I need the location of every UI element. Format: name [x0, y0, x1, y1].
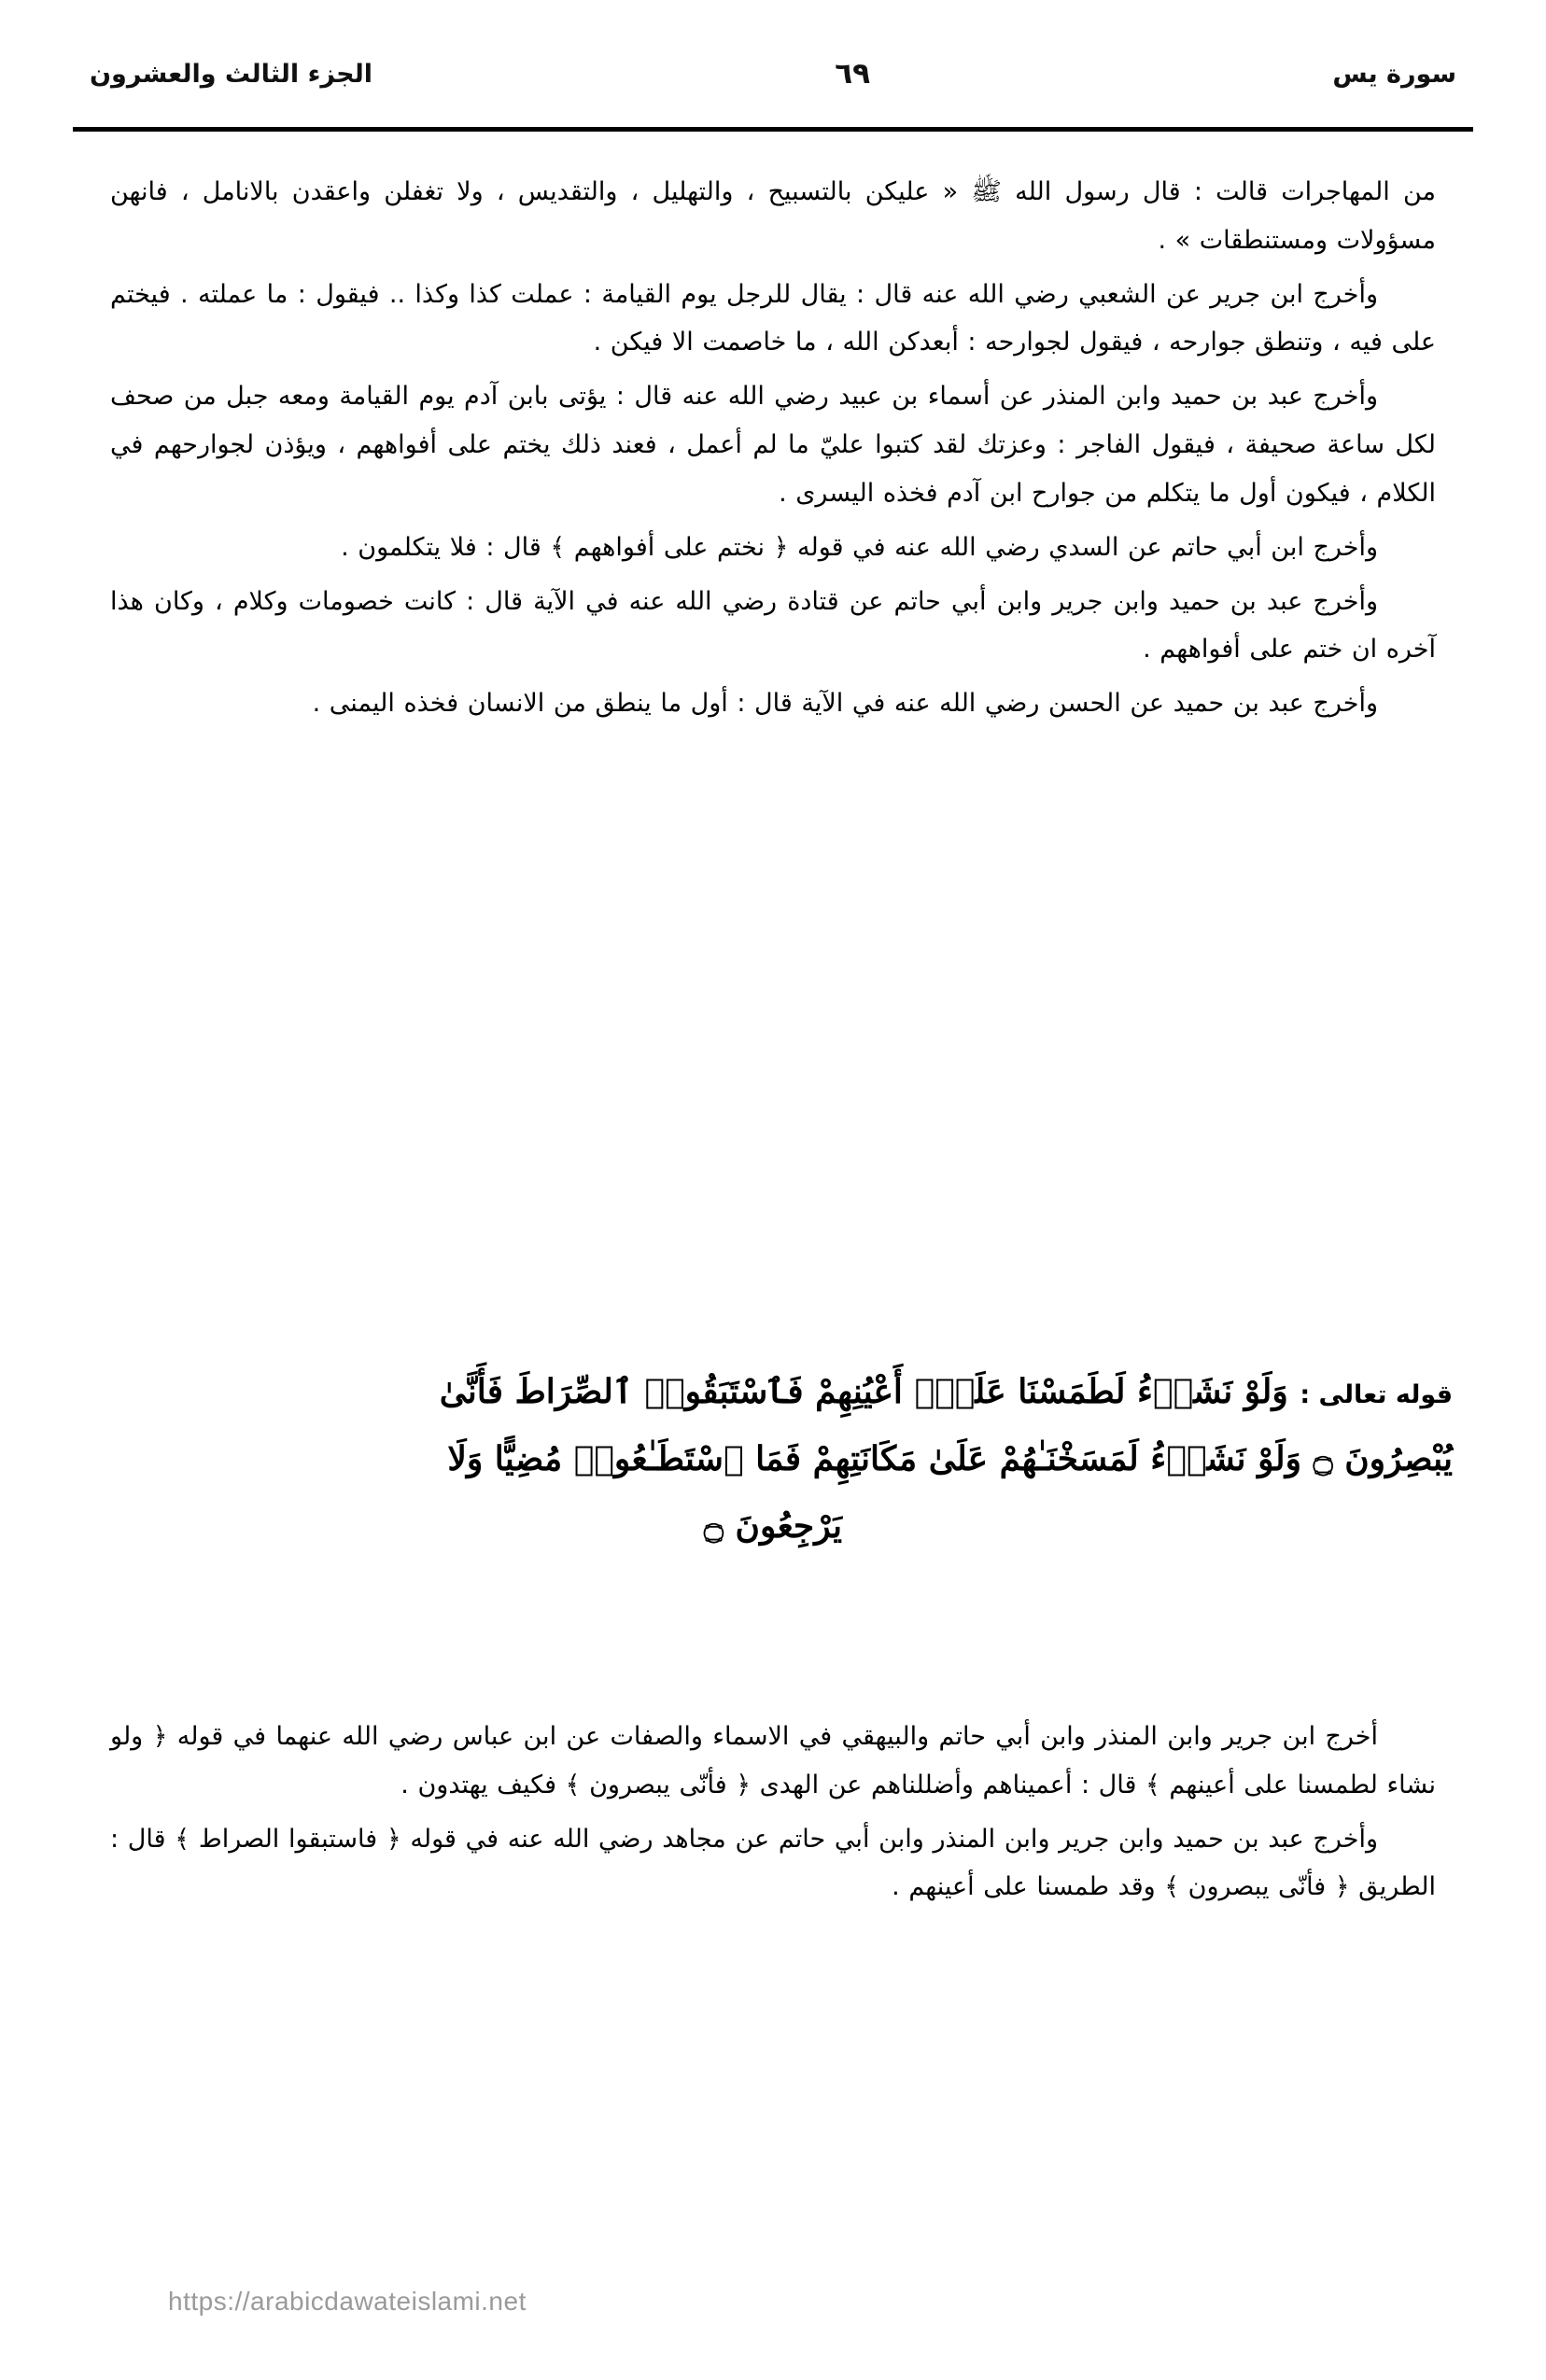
verse-line-1	[93, 1358, 1453, 1425]
page-header	[90, 41, 1456, 106]
paragraph: وأخرج عبد بن حميد وابن جرير وابن المنذر وابن أبي حاتم عن مجاهد رضي الله عنه في قوله ﴿ فاستبقوا الصراط ﴾ قال : الطريق ﴿ فأنّى يبصرون ﴾ وقد طمسنا على أعينهم .	[110, 1824, 1436, 1902]
page-number: ٦٩	[835, 57, 871, 91]
paragraph: وأخرج عبد بن حميد وابن جرير وابن أبي حاتم عن قتادة رضي الله عنه في الآية قال : كانت خصومات وكلام ، وكان هذا آخره ان ختم على أفواههم .	[110, 586, 1436, 665]
verse-intro-label: قوله تعالى :	[1300, 1380, 1453, 1409]
quran-verse-block	[93, 1358, 1453, 1560]
verse-line-3: يَرْجِعُونَ ۝	[703, 1506, 843, 1546]
header-divider	[73, 127, 1473, 132]
verse-text-1: وَلَوْ نَشَاۤءُ لَطَمَسْنَا عَلَىٰۤ أَعْيُنِهِمْ فَٱسْتَبَقُوا۟ ٱلصِّرَاطَ فَأَنَّىٰ	[439, 1372, 1288, 1411]
watermark-url: https://arabicdawateislami.net	[168, 2287, 527, 2316]
paragraph: وأخرج ابن أبي حاتم عن السدي رضي الله عنه في قوله ﴿ نختم على أفواههم ﴾ قال : فلا يتكلمون .	[341, 532, 1378, 562]
paragraph: من المهاجرات قالت : قال رسول الله ﷺ « عليكن بالتسبيح ، والتهليل ، والتقديس ، ولا تغفلن واعقدن بالانامل ، فانهن مسؤولات ومستنطقات » .	[110, 177, 1436, 255]
paragraph: وأخرج عبد بن حميد عن الحسن رضي الله عنه في الآية قال : أول ما ينطق من الانسان فخذه اليمنى .	[312, 689, 1378, 719]
body-text-bottom	[110, 1713, 1436, 1917]
header-juz-title: الجزء الثالث والعشرون	[90, 59, 373, 89]
verse-line-2: يُبْصِرُونَ ۝ وَلَوْ نَشَاۤءُ لَمَسَخْنَـٰهُمْ عَلَىٰ مَكَانَتِهِمْ فَمَا ٱسْتَطَـٰعُوا۟ مُضِيًّا وَلَا	[447, 1439, 1453, 1478]
body-text-top	[110, 168, 1436, 734]
paragraph: وأخرج ابن جرير عن الشعبي رضي الله عنه قال : يقال للرجل يوم القيامة : عملت كذا وكذا .. فيقول : ما عملته . فيختم على فيه ، وتنطق جوارحه ، فيقول لجوارحه : أبعدكن الله ، ما خاصمت الا فيكن .	[110, 279, 1436, 357]
paragraph: أخرج ابن جرير وابن المنذر وابن أبي حاتم والبيهقي في الاسماء والصفات عن ابن عباس رضي الله عنهما في قوله ﴿ ولو نشاء لطمسنا على أعينهم ﴾ قال : أعميناهم وأضللناهم عن الهدى ﴿ فأنّى يبصرون ﴾ فكيف يهتدون .	[110, 1722, 1436, 1799]
paragraph: وأخرج عبد بن حميد وابن المنذر عن أسماء بن عبيد رضي الله عنه قال : يؤتى بابن آدم يوم القيامة ومعه جبل من صحف لكل ساعة صحيفة ، فيقول الفاجر : وعزتك لقد كتبوا عليّ ما لم أعمل ، فعند ذلك يختم على أفواههم ، ويؤذن لجوارحهم في الكلام ، فيكون أول ما يتكلم من جوارح ابن آدم فخذه اليسرى .	[110, 382, 1436, 508]
header-surah-title: سورة يس	[1332, 59, 1456, 89]
